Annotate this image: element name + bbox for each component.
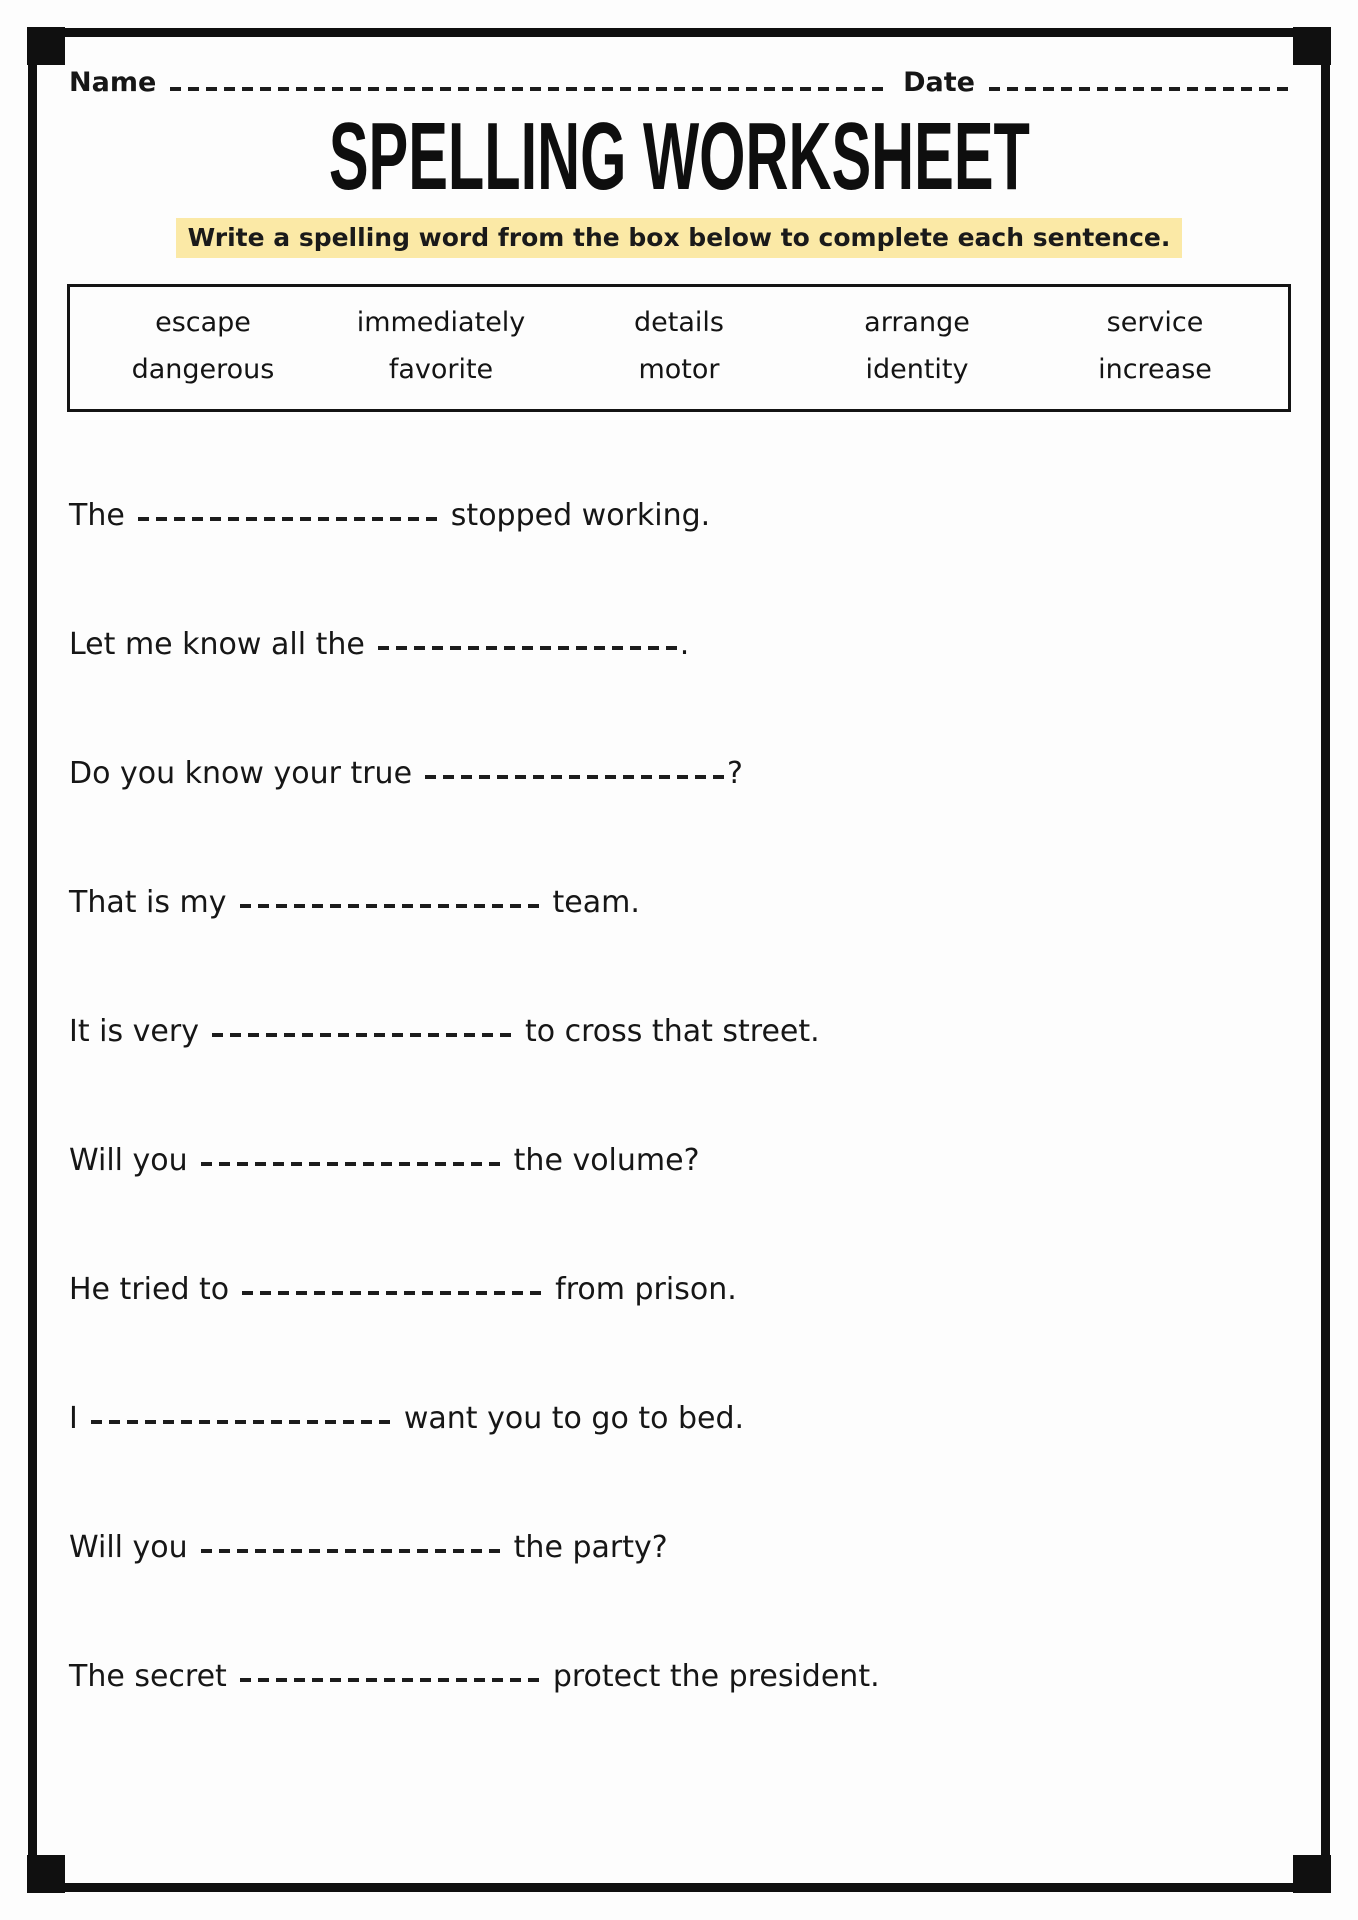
corner-square xyxy=(1293,27,1331,65)
header-row xyxy=(63,63,1295,96)
sentence-before: Will you xyxy=(69,1143,188,1178)
date-line xyxy=(989,87,1289,91)
sentence-before: Will you xyxy=(69,1530,188,1565)
corner-square xyxy=(1293,1855,1331,1893)
corner-square xyxy=(27,27,65,65)
sentence-blank xyxy=(212,1033,512,1037)
sentence-row xyxy=(69,756,1289,792)
sentence-after: the party? xyxy=(513,1530,668,1565)
word-bank-item: identity xyxy=(865,354,969,385)
sentence-before: The secret xyxy=(69,1659,227,1694)
sentence-after: the volume? xyxy=(513,1143,700,1178)
sentence-after: to cross that street. xyxy=(524,1014,820,1049)
sentence-row xyxy=(69,1272,1289,1308)
word-bank-item: increase xyxy=(1098,354,1212,385)
word-bank-item: details xyxy=(634,307,724,338)
sentence-row xyxy=(69,1014,1289,1050)
sentence-before: It is very xyxy=(69,1014,199,1049)
sentence-after: team. xyxy=(552,885,640,920)
word-bank-item: dangerous xyxy=(131,354,275,385)
name-line xyxy=(170,87,889,91)
sentence-blank xyxy=(240,1678,540,1682)
sentence-blank xyxy=(138,517,438,521)
sentence-after: stopped working. xyxy=(450,498,711,533)
sentence-blank xyxy=(378,646,678,650)
page-frame xyxy=(28,28,1330,1892)
page-title: SPELLING WORKSHEET xyxy=(328,103,1030,210)
sentence-before: Let me know all the xyxy=(69,627,365,662)
instruction-banner: Write a spelling word from the box below to complete each sentence. xyxy=(176,218,1183,258)
sentence-blank xyxy=(240,904,540,908)
sentence-after: from prison. xyxy=(555,1272,737,1307)
word-bank-item: immediately xyxy=(356,307,526,338)
sentence-after: . xyxy=(679,627,690,662)
sentence-blank xyxy=(201,1162,501,1166)
sentence-after: protect the president. xyxy=(552,1659,880,1694)
word-bank-item: service xyxy=(1106,307,1204,338)
sentence-blank xyxy=(242,1291,542,1295)
name-label: Name xyxy=(69,67,157,98)
word-bank-item: arrange xyxy=(864,307,970,338)
date-label: Date xyxy=(903,67,975,98)
sentence-row xyxy=(69,1530,1289,1566)
sentence-before: He tried to xyxy=(69,1272,230,1307)
sentence-row xyxy=(69,1659,1289,1695)
sentence-row xyxy=(69,1143,1289,1179)
sentence-before: Do you know your true xyxy=(69,756,413,791)
word-bank xyxy=(67,284,1291,412)
sentence-list xyxy=(69,498,1289,1695)
sentence-blank xyxy=(201,1549,501,1553)
page-content xyxy=(37,37,1321,1695)
sentence-after: want you to go to bed. xyxy=(403,1401,745,1436)
sentence-before: That is my xyxy=(69,885,227,920)
sentence-row xyxy=(69,885,1289,921)
sentence-blank xyxy=(425,775,725,779)
sentence-row xyxy=(69,498,1289,534)
sentence-row xyxy=(69,1401,1289,1437)
word-bank-item: favorite xyxy=(388,354,494,385)
sentence-before: The xyxy=(69,498,125,533)
word-bank-item: escape xyxy=(155,307,251,338)
sentence-before: I xyxy=(69,1401,78,1436)
instruction-wrap xyxy=(63,218,1295,258)
corner-square xyxy=(27,1855,65,1893)
sentence-row xyxy=(69,627,1289,663)
sentence-blank xyxy=(91,1420,391,1424)
sentence-after: ? xyxy=(727,756,743,791)
title-wrap xyxy=(63,104,1295,216)
word-bank-item: motor xyxy=(638,354,720,385)
